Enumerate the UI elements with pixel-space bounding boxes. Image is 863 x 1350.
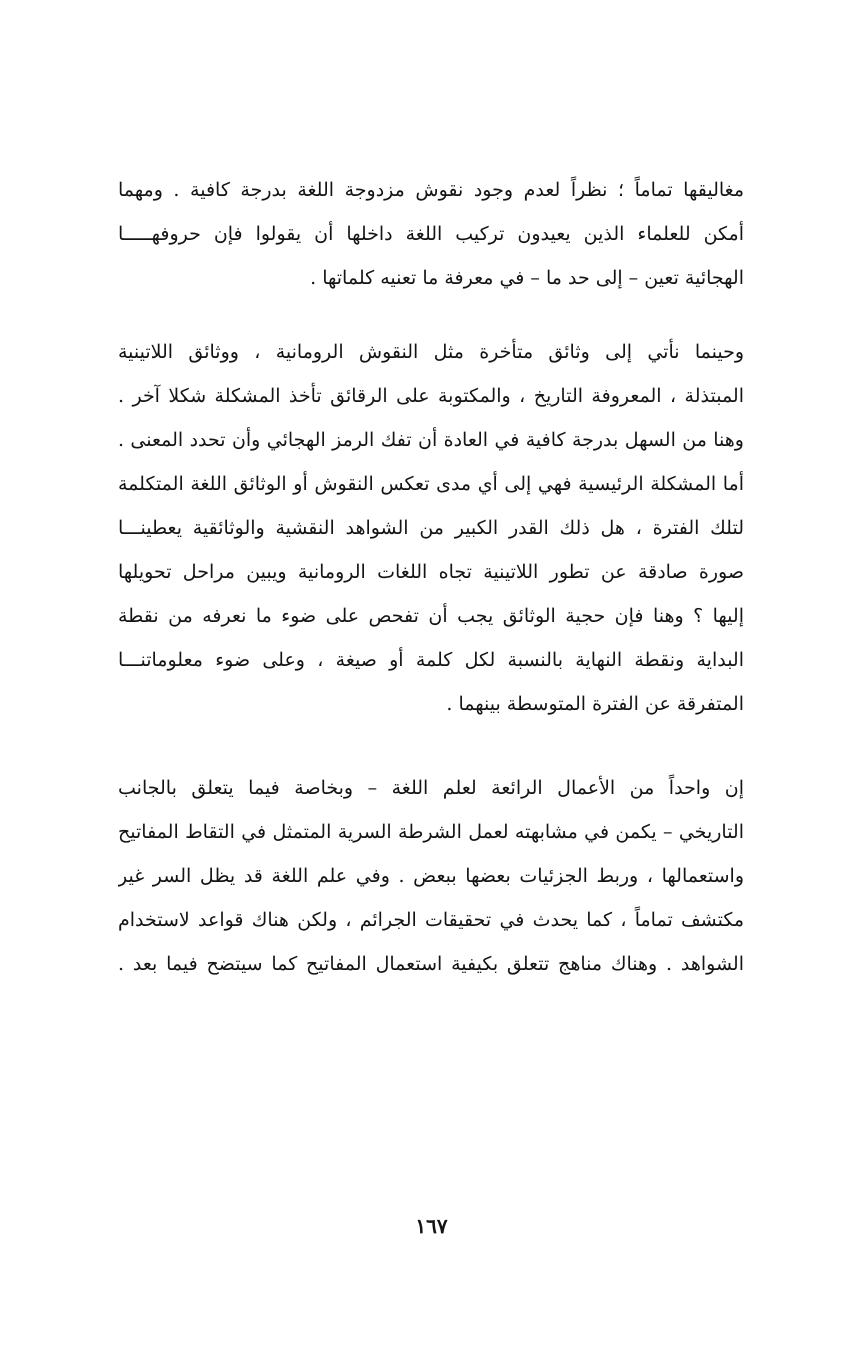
page-number: ١٦٧ [415, 1214, 448, 1238]
text-line: صورة صادقة عن تطور اللاتينية تجاه اللغات الرومانية ويبين مراحل تحويلها [118, 561, 744, 583]
text-line: التاريخي – يكمن في مشابهته لعمل الشرطة السرية المتمثل في التقاط المفاتيح [118, 821, 744, 843]
text-line: لتلك الفترة ، هل ذلك القدر الكبير من الشواهد النقشية والوثائقية يعطينـــا [118, 517, 744, 539]
text-line: الهجائية تعين – إلى حد ما – في معرفة ما تعنيه كلماتها . [310, 267, 744, 289]
text-line: إن واحداً من الأعمال الرائعة لعلم اللغة – وبخاصة فيما يتعلق بالجانب [118, 777, 744, 799]
paragraph-2 [118, 330, 744, 726]
text-line: أما المشكلة الرئيسية فهي إلى أي مدى تعكس النقوش أو الوثائق اللغة المتكلمة [118, 473, 744, 495]
text-line: مكتشف تماماً ، كما يحدث في تحقيقات الجرائم ، ولكن هناك قواعد لاستخدام [118, 909, 744, 931]
text-line: وهنا من السهل بدرجة كافية في العادة أن تفك الرمز الهجائي وأن تحدد المعنى . [118, 429, 744, 451]
text-line: مغاليقها تماماً ؛ نظراً لعدم وجود نقوش مزدوجة اللغة بدرجة كافية . ومهما [118, 179, 744, 201]
paragraph-3 [118, 766, 744, 986]
text-line: الشواهد . وهناك مناهج تتعلق بكيفية استعمال المفاتيح كما سيتضح فيما بعد . [118, 953, 744, 975]
text-line: أمكن للعلماء الذين يعيدون تركيب اللغة داخلها أن يقولوا فإن حروفهـــــا [118, 223, 744, 245]
text-line: المتفرقة عن الفترة المتوسطة بينهما . [446, 693, 744, 715]
text-line: واستعمالها ، وربط الجزئيات بعضها ببعض . وفي علم اللغة قد يظل السر غير [118, 865, 744, 887]
text-line: المبتذلة ، المعروفة التاريخ ، والمكتوبة على الرقائق تأخذ المشكلة شكلا آخر . [118, 385, 744, 407]
paragraph-1 [118, 168, 744, 300]
text-line: إليها ؟ وهنا فإن حجية الوثائق يجب أن تفحص على ضوء ما نعرفه من نقطة [118, 605, 744, 627]
text-line: وحينما نأتي إلى وثائق متأخرة مثل النقوش الرومانية ، ووثائق اللاتينية [118, 341, 744, 363]
text-line: البداية ونقطة النهاية بالنسبة لكل كلمة أو صيغة ، وعلى ضوء معلوماتنـــا [118, 649, 744, 671]
